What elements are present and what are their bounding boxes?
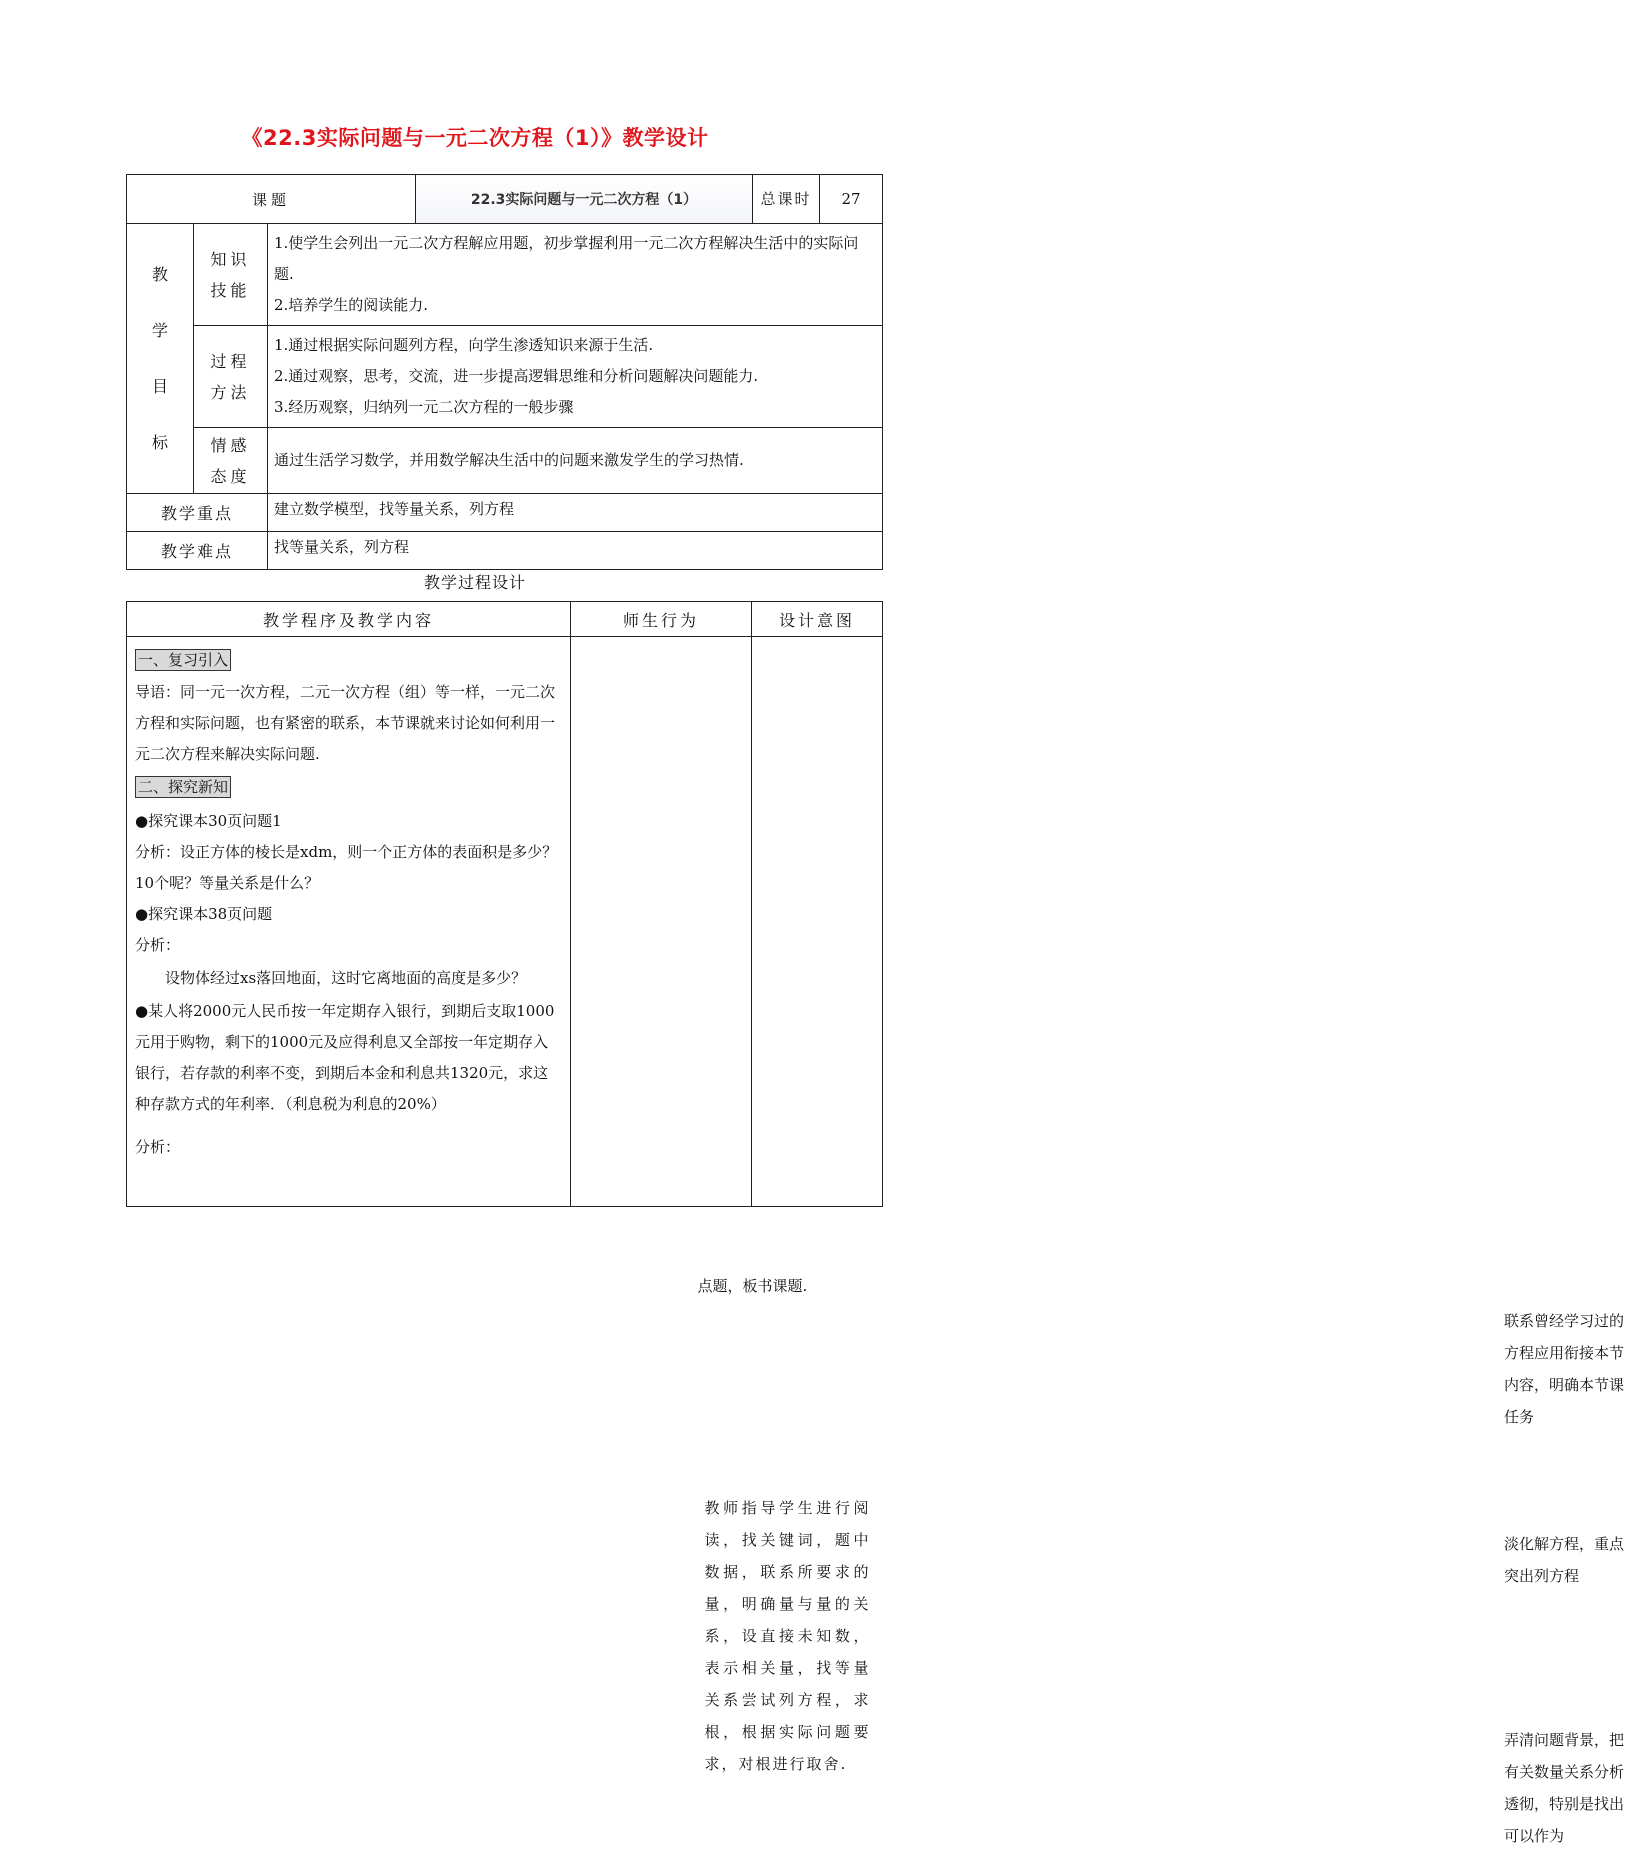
process-behavior-cell [571, 637, 871, 1773]
objective-process [268, 326, 883, 428]
section-review-text: 导语：同一元一次方程，二元一次方程（组）等一样，一元二次方程和实际问题，也有紧密的联系，本节课就来讨论如何利用一元二次方程来解决实际问题. [135, 683, 556, 763]
course-value: 22.3实际问题与一元二次方程（1） [416, 175, 753, 224]
objectives-char: 标 [151, 432, 168, 452]
objective-knowledge [268, 224, 883, 326]
objective-line: 通过生活学习数学，并用数学解决生活中的问题来激发学生的学习热情. [274, 451, 744, 469]
intent-2: 淡化解方程，重点突出列方程 [1504, 1535, 1625, 1585]
objectives-char: 目 [151, 376, 168, 396]
teaching-process-table [126, 601, 1625, 1845]
difficult-point-label: 教学难点 [127, 532, 268, 570]
objective-line: 3.经历观察，归纳列一元二次方程的一般步骤 [274, 398, 574, 416]
intent-1: 联系曾经学习过的方程应用衔接本节内容，明确本节课任务 [1504, 1312, 1625, 1426]
header-behavior: 师生行为 [571, 602, 752, 637]
behavior-1: 点题，板书课题. [697, 1276, 808, 1295]
objective-label-knowledge: 知识技能 [194, 224, 268, 326]
key-point-label: 教学重点 [127, 494, 268, 532]
explore-item-2: ●探究课本38页问题 [135, 905, 273, 923]
process-content-cell [127, 637, 571, 1207]
intent-3: 弄清问题背景，把有关数量关系分析透彻，特别是找出可以作为 [1504, 1731, 1625, 1845]
objectives-char: 教 [151, 264, 168, 284]
objective-label-process: 过程方法 [194, 326, 268, 428]
total-hours-label: 总课时 [753, 175, 820, 224]
lesson-info-table [126, 174, 883, 570]
document-title: 《22.3实际问题与一元二次方程（1）》教学设计 [241, 126, 709, 150]
explore-item-3: ●某人将2000元人民币按一年定期存入银行，到期后支取1000元用于购物，剩下的1000元及应得利息又全部按一年定期存入银行，若存款的利率不变，到期后本金和利息共1320元，求这种存款方式的年利率．（利息税为利息的20%） [135, 1002, 555, 1113]
objectives-char: 学 [151, 320, 168, 340]
process-section-title: 教学过程设计 [423, 573, 526, 592]
explore-item-2-text: 设物体经过xs落回地面，这时它离地面的高度是多少？ [165, 969, 527, 987]
key-point-value: 建立数学模型，找等量关系，列方程 [268, 494, 883, 532]
difficult-point-value: 找等量关系，列方程 [268, 532, 883, 570]
explore-item-2-analysis-label: 分析： [135, 936, 181, 954]
header-intent: 设计意图 [752, 602, 883, 637]
objective-label-attitude: 情感态度 [194, 428, 268, 494]
behavior-2: 教师指导学生进行阅读，找关键词，题中数据，联系所要求的量，明确量与量的关系，设直接未知数，表示相关量，找等量关系尝试列方程，求根，根据实际问题要求，对根进行取舍. [704, 1498, 871, 1773]
objectives-group-label [127, 224, 194, 494]
explore-item-3-analysis-label: 分析： [135, 1138, 181, 1156]
section-review-title: 一、复习引入 [135, 649, 231, 671]
course-label: 课题 [252, 190, 291, 209]
explore-item-1-analysis: 分析：设正方体的棱长是xdm，则一个正方体的表面积是多少？10个呢？等量关系是什么？ [135, 843, 558, 892]
objective-line: 1.通过根据实际问题列方程，向学生渗透知识来源于生活. [274, 336, 654, 354]
objective-attitude [268, 428, 883, 494]
explore-item-1: ●探究课本30页问题1 [135, 812, 282, 830]
section-explore-title: 二、探究新知 [135, 776, 231, 798]
objective-line: 1.使学生会列出一元二次方程解应用题，初步掌握利用一元二次方程解决生活中的实际问题. [274, 234, 859, 283]
objective-line: 2.培养学生的阅读能力. [274, 296, 429, 314]
header-content: 教学程序及教学内容 [127, 602, 571, 637]
total-hours-value: 27 [820, 175, 883, 224]
objective-line: 2.通过观察，思考，交流，进一步提高逻辑思维和分析问题解决问题能力. [274, 367, 759, 385]
course-label-cell [127, 175, 416, 224]
